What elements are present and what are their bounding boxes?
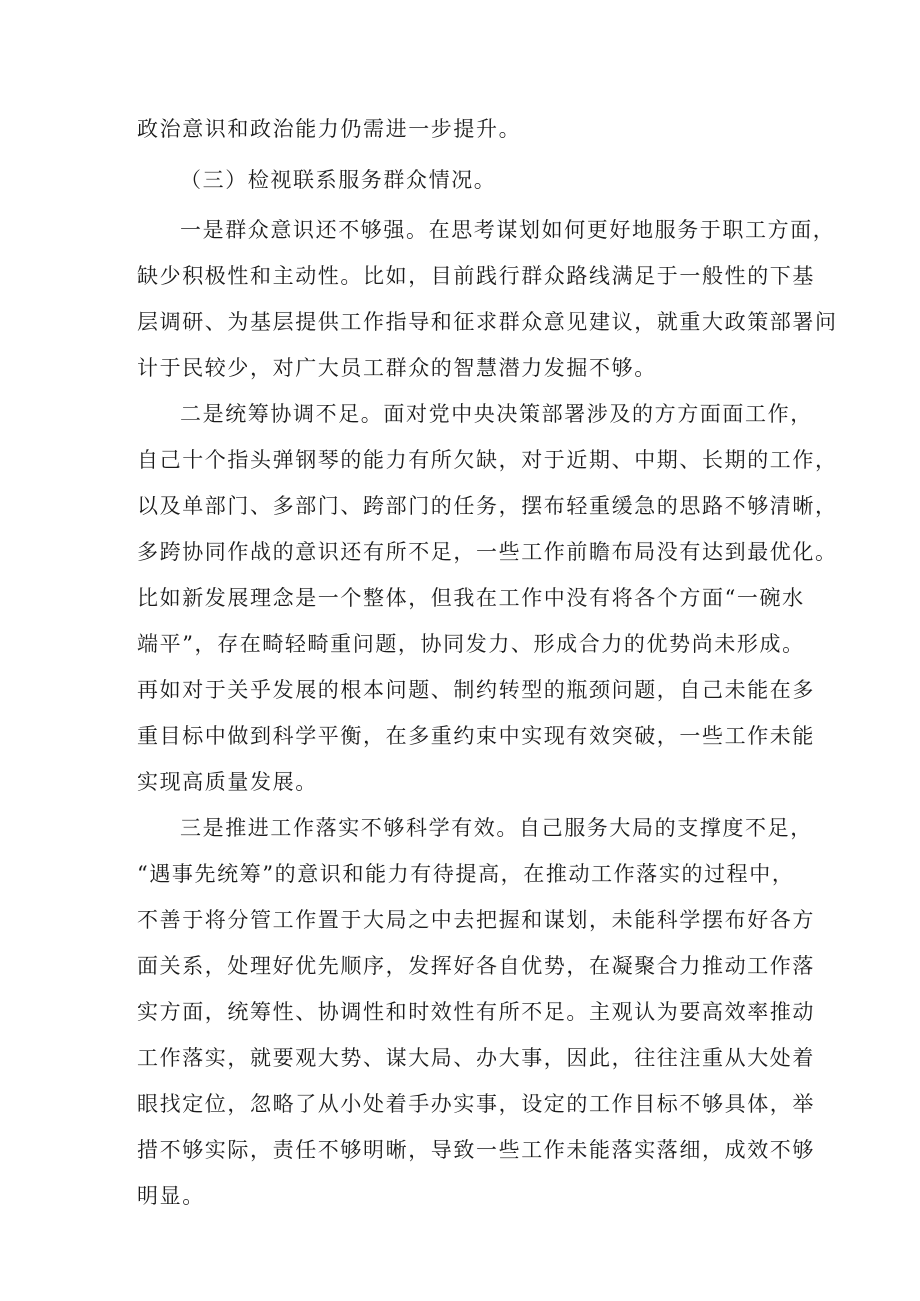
text-line: 二是统筹协调不足。面对党中央决策部署涉及的方方面面工作， bbox=[180, 402, 813, 426]
text-line: 一是群众意识还不够强。在思考谋划如何更好地服务于职工方面， bbox=[180, 218, 836, 242]
text-line: “遇事先统筹”的意识和能力有待提高，在推动工作落实的过程中， bbox=[137, 862, 795, 886]
text-line: 不善于将分管工作置于大局之中去把握和谋划，未能科学摆布好各方 bbox=[137, 908, 815, 932]
text-line: 实方面，统筹性、协调性和时效性有所不足。主观认为要高效率推动 bbox=[137, 1000, 815, 1024]
text-line: 多跨协同作战的意识还有所不足，一些工作前瞻布局没有达到最优化。 bbox=[137, 540, 838, 564]
text-line: 再如对于关乎发展的根本问题、制约转型的瓶颈问题，自己未能在多 bbox=[137, 678, 815, 702]
text-line: 自己十个指头弹钢琴的能力有所欠缺，对于近期、中期、长期的工作， bbox=[137, 448, 838, 472]
section-heading: （三）检视联系服务群众情况。 bbox=[180, 168, 497, 192]
text-line: 缺少积极性和主动性。比如，目前践行群众路线满足于一般性的下基 bbox=[137, 264, 815, 288]
text-line: 计于民较少，对广大员工群众的智慧潜力发掘不够。 bbox=[137, 356, 657, 380]
text-line: 重目标中做到科学平衡，在多重约束中实现有效突破，一些工作未能 bbox=[137, 724, 815, 748]
text-line: 措不够实际，责任不够明晰，导致一些工作未能落实落细，成效不够 bbox=[137, 1138, 815, 1162]
text-line: 政治意识和政治能力仍需进一步提升。 bbox=[137, 117, 522, 141]
text-line: 工作落实，就要观大势、谋大局、办大事，因此，往往注重从大处着 bbox=[137, 1046, 815, 1070]
text-line: 层调研、为基层提供工作指导和征求群众意见建议，就重大政策部署问 bbox=[137, 310, 838, 334]
text-line: 实现高质量发展。 bbox=[137, 770, 318, 794]
text-line: 端平”，存在畸轻畸重问题，协同发力、形成合力的优势尚未形成。 bbox=[137, 632, 805, 656]
text-line: 眼找定位，忽略了从小处着手办实事，设定的工作目标不够具体，举 bbox=[137, 1092, 815, 1116]
text-line: 三是推进工作落实不够科学有效。自己服务大局的支撑度不足， bbox=[180, 816, 813, 840]
text-line: 面关系，处理好优先顺序，发挥好各自优势，在凝聚合力推动工作落 bbox=[137, 954, 815, 978]
text-line: 明显。 bbox=[137, 1184, 205, 1208]
text-line: 比如新发展理念是一个整体，但我在工作中没有将各个方面“一碗水 bbox=[137, 586, 805, 610]
text-line: 以及单部门、多部门、跨部门的任务，摆布轻重缓急的思路不够清晰， bbox=[137, 494, 838, 518]
